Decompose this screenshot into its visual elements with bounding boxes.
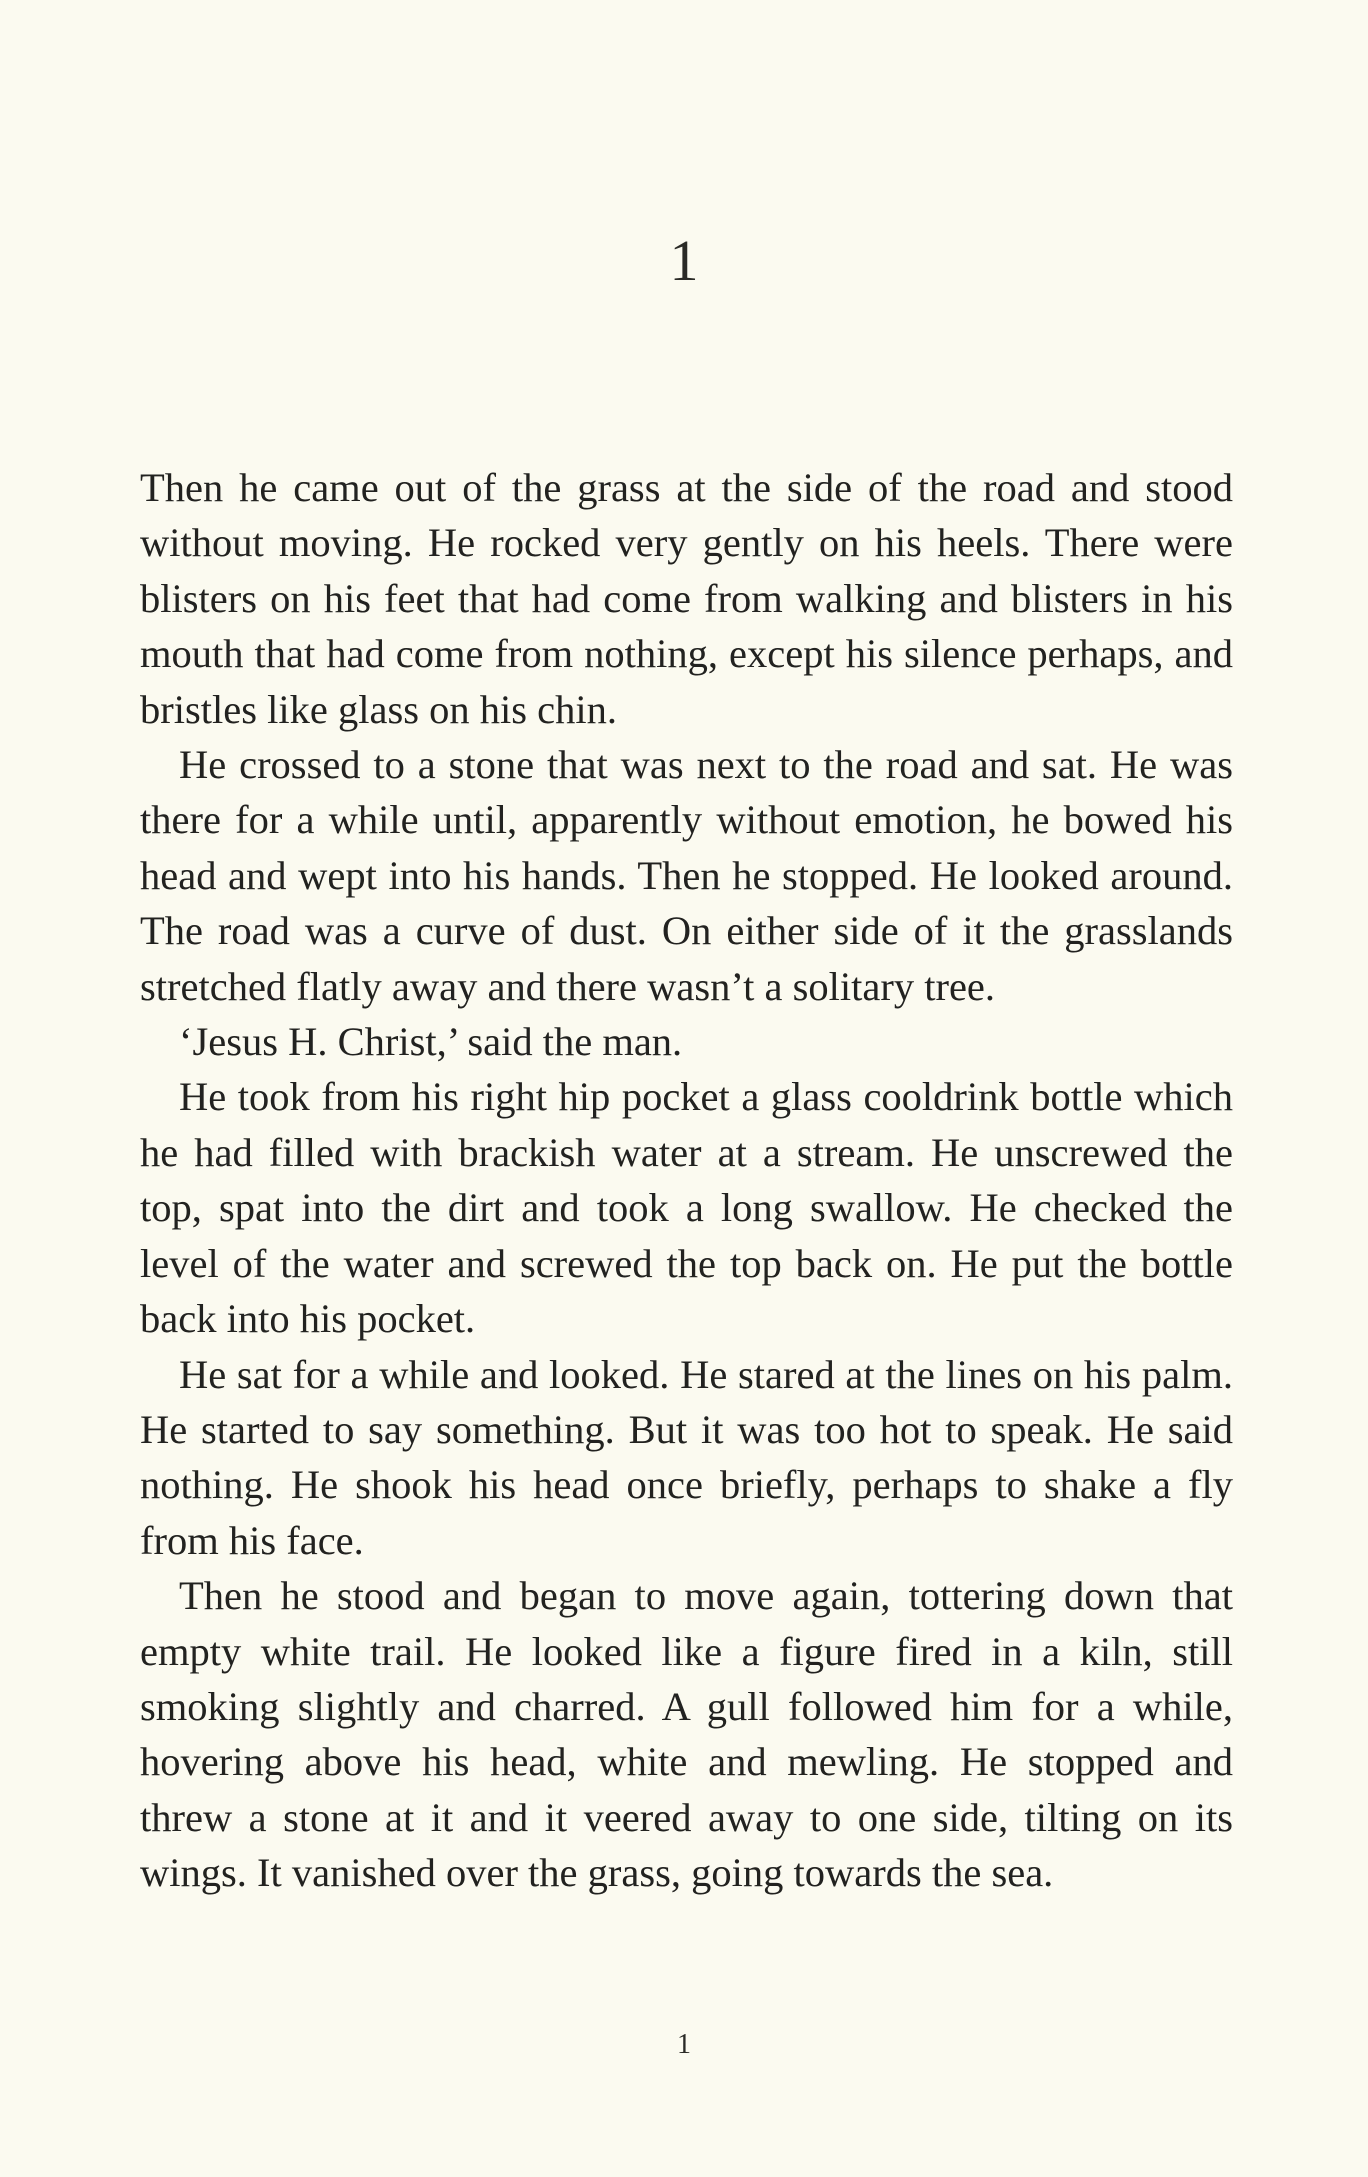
paragraph-3: ‘Jesus H. Christ,’ said the man. [179, 1019, 683, 1065]
paragraph-4: He took from his right hip pocket a glass cooldrink bottle which he had filled with brackish water at a stream. He unscrewed the top, spat into the dirt and took a long swallow. He checked the level of the water and screwed the top back on. He put the bottle back into his pocket. [140, 1074, 1233, 1342]
paragraph-5: He sat for a while and looked. He stared at the lines on his palm. He started to say something. But it was too hot to speak. He said nothing. He shook his head once briefly, perhaps to shake a fly from his face. [140, 1351, 1233, 1563]
paragraph-6: Then he stood and began to move again, tottering down that empty white trail. He looked like a figure fired in a kiln, still smoking slightly and charred. A gull followed him for a while, hovering above his head, white and mewling. He stopped and threw a stone at it and it veered away to one side, tilting on its wings. It vanished over the grass, going towards the sea. [140, 1573, 1233, 1896]
paragraph-2: He crossed to a stone that was next to the road and sat. He was there for a while until, apparently without emotion, he bowed his head and wept into his hands. Then he stopped. He looked around. The road was a curve of dust. On either side of it the grasslands stretched flatly away and there wasn’t a solitary tree. [140, 742, 1233, 1009]
page-number: 1 [677, 2029, 691, 2060]
paragraph-1: Then he came out of the grass at the side of the road and stood without moving. He rocked very gently on his heels. There were blisters on his feet that had come from walking and blisters in his mouth that had come from nothing, except his silence perhaps, and bristles like glass on his chin. [140, 465, 1233, 732]
chapter-body [140, 460, 1233, 1901]
chapter-number: 1 [669, 228, 699, 293]
